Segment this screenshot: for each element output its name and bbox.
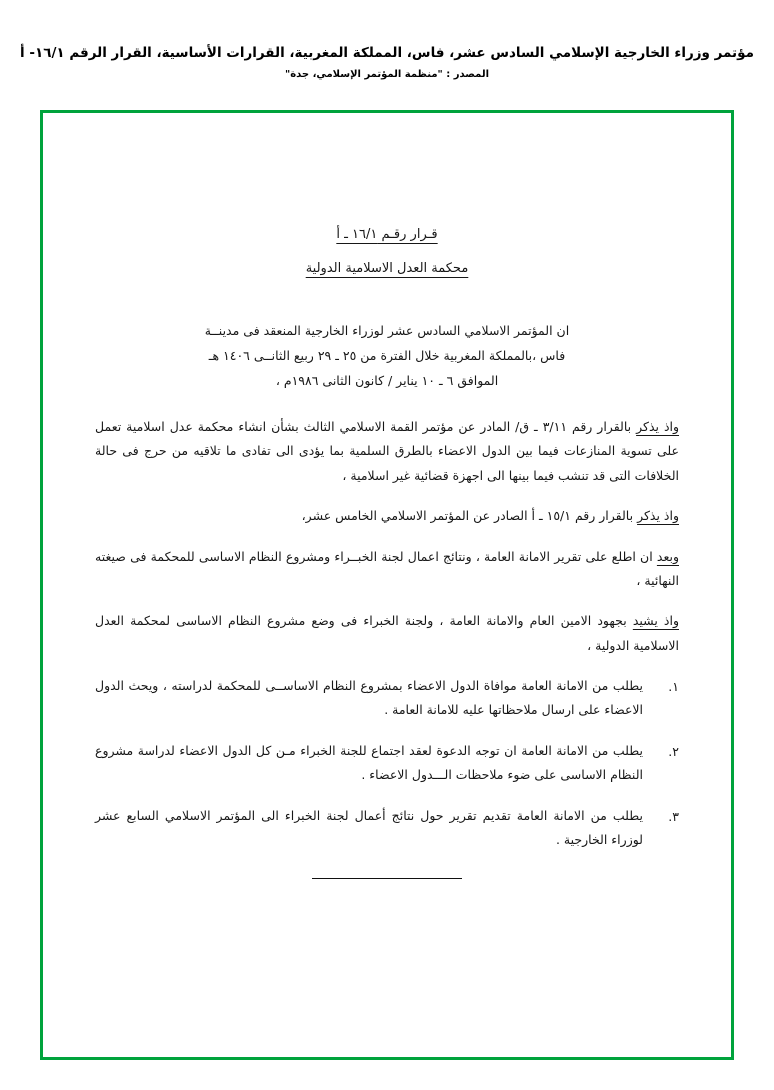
green-border-frame [40,110,734,1060]
item-number: ٢. [668,743,679,759]
item-number: ٣. [668,808,679,824]
clause-text: بجهود الامين العام والامانة العامة ، ولجنة الخبراء فى وضع مشروع النظام الاساسى لمحكمة العدل الاسلامية الدولية ، [95,613,679,653]
item-text: يطلب من الامانة العامة ان توجه الدعوة لعقد اجتماع للجنة الخبراء مـن كل الدول الاعضاء لدراسة مشروع النظام الاساسى على ضوء ملاحظات الـــدول الاعضاء . [95,742,643,783]
preamble-clause [95,504,679,528]
item-text: يطلب من الامانة العامة موافاة الدول الاعضاء بمشروع النظام الاساســى للمحكمة لدراسته ، ويحث الدول الاعضاء على ارسال ملاحظاتها عليه للامانة العامة . [95,678,643,718]
clause-lead-in: وبعد [656,548,679,564]
frame-inner [43,113,731,1057]
clause-lead-in: واذ يذكر [636,419,680,434]
header-title: مؤتمر وزراء الخارجية الإسلامي السادس عشر، فاس، المملكة المغربية، القرارات الأساسية، القرار الرقم ١٦/١- أ [20,45,754,61]
header-source: المصدر : "منظمة المؤتمر الإسلامي، جدة" [284,68,489,80]
preamble-block [95,318,679,393]
scanned-document-body [43,113,731,1057]
item-text: يطلب من الامانة العامة تقديم تقرير حول نتائج أعمال لجنة الخبراء الى المؤتمر الاسلامي السابع عشر لوزراء الخارجية . [95,807,643,847]
preamble-line: فاس ،بالمملكة المغربية خلال الفترة من ٢٥ ـ ٢٩ ربيع الثانــى ١٤٠٦ هـ [208,348,566,363]
preamble-clause [95,415,679,488]
document-header [0,0,774,80]
resolution-item [95,804,679,853]
resolution-number: قـرار رقـم ١٦/١ ـ أ [336,227,438,242]
preamble-clause [95,609,679,658]
resolution-title-block [95,221,679,282]
clause-lead-in: واذ يشيد [632,613,679,629]
resolution-item [95,739,679,788]
clause-lead-in: واذ يذكر [637,508,679,524]
preamble-line: ان المؤتمر الاسلامي السادس عشر لوزراء الخارجية المنعقد فى مدينــة [204,323,570,338]
resolution-item [95,674,679,723]
clause-text: بالقرار رقم ١٥/١ ـ أ الصادر عن المؤتمر الاسلامي الخامس عشر، [301,508,638,524]
preamble-clause [95,545,679,594]
resolution-title: محكمة العدل الاسلامية الدولية [305,261,469,276]
closing-divider [312,878,462,879]
clause-text: بالقرار رقم ٣/١١ ـ ق/ المادر عن مؤتمر القمة الاسلامي الثالث بشأن انشاء محكمة عدل اسلامية تعمل على تسوية المنازعات فيما بين الدول الاعضاء بالطرق السلمية بما يؤدى الى تفادى ما تلاقيه من حرج فى حالة الخلافات التى قد تنشب فيما بينها الى اجهزة قضائية غير اسلامية ، [95,419,679,483]
clause-text: ان اطلع على تقرير الامانة العامة ، ونتائج اعمال لجنة الخبــراء ومشروع النظام الاساسى للمحكمة فى صيغته النهائية ، [95,548,679,588]
item-number: ١. [668,679,679,694]
preamble-line: الموافق ٦ ـ ١٠ يناير / كانون الثانى ١٩٨٦م ، [275,373,499,388]
